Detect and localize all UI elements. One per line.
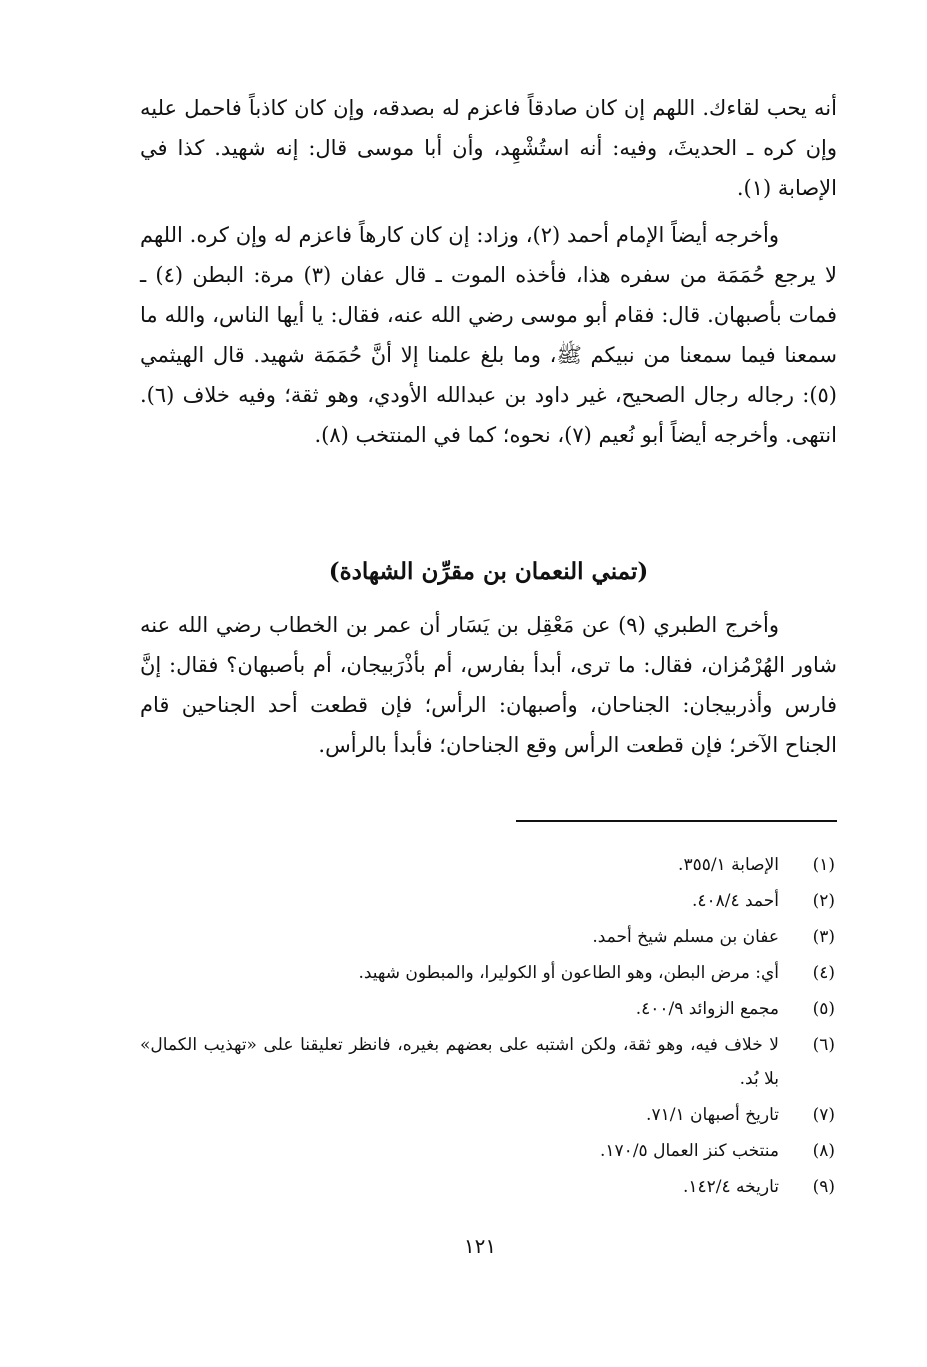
footnote-text: منتخب كنز العمال ١٧٠/٥.: [600, 1141, 779, 1161]
footnote-item: [140, 1098, 837, 1132]
footnote-text: عفان بن مسلم شيخ أحمد.: [592, 927, 779, 947]
section-heading: (تمني النعمان بن مقرِّن الشهادة): [328, 558, 649, 585]
footnote-text: مجمع الزوائد ٤٠٠/٩.: [635, 999, 779, 1019]
footnote-separator: [516, 820, 837, 822]
footnote-text: تاريخه ١٤٢/٤.: [682, 1177, 779, 1197]
footnote-number: (٦): [812, 1035, 835, 1055]
footnote-text: تاريخ أصبهان ٧١/١.: [646, 1105, 779, 1125]
footnote-number: (٩): [812, 1177, 835, 1197]
footnote-item: [140, 1134, 837, 1168]
footnote-number: (٥): [812, 999, 835, 1019]
footnote-number: (٣): [812, 927, 835, 947]
footnote-number: (٢): [812, 891, 835, 911]
footnote-item: [140, 920, 837, 954]
footnote-item: [140, 848, 837, 882]
footnote-item: [140, 1028, 837, 1096]
footnote-number: (٧): [812, 1105, 835, 1125]
footnotes-list: [140, 848, 837, 1206]
footnote-number: (٨): [812, 1141, 835, 1161]
footnote-text: الإصابة ٣٥٥/١.: [678, 855, 779, 875]
page-number: ١٢١: [463, 1234, 497, 1258]
footnote-number: (١): [812, 855, 835, 875]
footnote-text: لا خلاف فيه، وهو ثقة، ولكن اشتبه على بعضهم بغيره، فانظر تعليقنا على «تهذيب الكمال» بلا بُد.: [140, 1035, 779, 1089]
paragraph-1: أنه يحب لقاءك. اللهم إن كان صادقاً فاعزم له بصدقه، وإن كان كاذباً فاحمل عليه وإن كره ـ الحديثَ، وفيه: أنه استُشْهِد، وأن أبا موسى قال: إنه شهيد. كذا في الإصابة (١).: [140, 96, 837, 200]
footnote-text: أحمد ٤٠٨/٤.: [691, 891, 779, 911]
footnote-text: أي: مرض البطن، وهو الطاعون أو الكوليرا، والمبطون شهيد.: [358, 963, 779, 983]
footnote-item: [140, 992, 837, 1026]
section-paragraph: وأخرج الطبري (٩) عن مَعْقِل بن يَسَار أن عمر بن الخطاب رضي الله عنه شاور الهُرْمُزان، فقال: ما ترى، أبدأ بفارس، أم بأذْرَبيجان، أم بأصبهان؟ فقال: إنَّ فارس وأذربيجان: الجناحان، وأصبهان: الرأس؛ فإن قطعت أحد الجناحين قام الجناح الآخر؛ فإن قطعت الرأس وقع الجناحان؛ فأبدأ بالرأس.: [140, 613, 837, 757]
footnote-number: (٤): [812, 963, 835, 983]
footnote-item: [140, 956, 837, 990]
main-text-block: [140, 88, 837, 455]
footnote-item: [140, 884, 837, 918]
footnote-item: [140, 1170, 837, 1204]
paragraph-2: وأخرجه أيضاً الإمام أحمد (٢)، وزاد: إن كان كارهاً فاعزم له وإن كره. اللهم لا يرجع حُمَمَة من سفره هذا، فأخذه الموت ـ قال عفان (٣) مرة: البطن (٤) ـ فمات بأصبهان. قال: فقام أبو موسى رضي الله عنه، فقال: يا أيها الناس، والله ما سمعنا فيما سمعنا من نبيكم ﷺ، وما بلغ علمنا إلا أنَّ حُمَمَة شهيد. قال الهيثمي (٥): رجاله رجال الصحيح، غير داود بن عبدالله الأودي، وهو ثقة؛ وفيه خلاف (٦). انتهى. وأخرجه أيضاً أبو نُعيم (٧)، نحوه؛ كما في المنتخب (٨).: [140, 223, 837, 447]
